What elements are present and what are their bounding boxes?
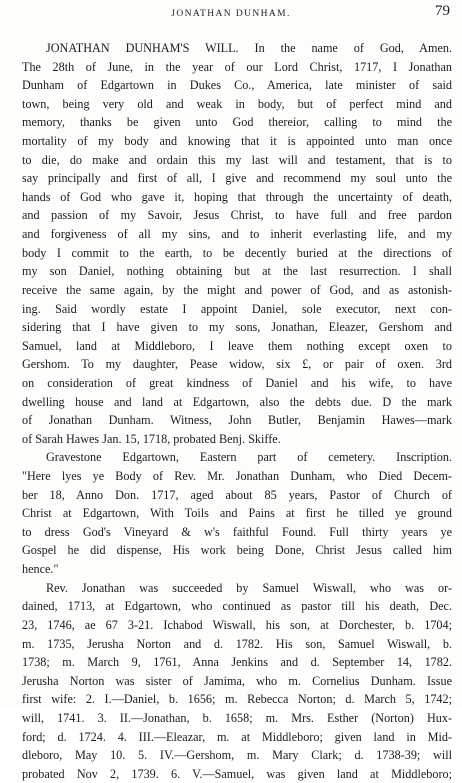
text-line: Dunham of Edgartown in Dukes Co., America, late minister of said	[22, 78, 452, 93]
text-line: first wife: 2. I.—Daniel, b. 1656; m. Rebecca Norton; d. March 5, 1742;	[22, 692, 452, 707]
text-line: Gravestone Edgartown, Eastern part of cemetery. Inscription.	[46, 450, 452, 465]
text-line: Samuel, land at Middleboro, I leave them nothing except oxen to	[22, 338, 452, 353]
text-line: Rev. Jonathan was succeeded by Samuel Wiswall, who was or-	[46, 580, 452, 595]
text-line: and forgiveness of all my sins, and to inherit everlasting life, and my	[22, 227, 452, 242]
text-line: "Here lyes ye Body of Rev. Mr. Jonathan Dunham, who Died Decem-	[22, 469, 452, 484]
text-line: The 28th of June, in the year of our Lord Christ, 1717, I Jonathan	[22, 59, 452, 74]
text-line: my son Daniel, nothing obtaining but at the last resurrection. I shall	[22, 264, 452, 279]
text-line: say principally and first of all, I give and recommend my soul unto the	[22, 171, 452, 186]
text-line: will, 1741. 3. II.—Jonathan, b. 1658; m. Mrs. Esther (Norton) Hux-	[22, 710, 452, 725]
text-line: hands of God who gave it, hoping that through the uncertainty of death,	[22, 189, 452, 204]
text-line: and passion of my Savoir, Jesus Christ, to have full and free pardon	[22, 208, 452, 223]
text-line: 1738; m. March 9, 1761, Anna Jenkins and d. September 14, 1782.	[22, 655, 452, 670]
text-line: dwelling house and land at Edgartown, also the debts due. D the mark	[22, 394, 452, 409]
text-line: Jerusha Norton was sister of Jamima, who m. Cornelius Dunham. Issue	[22, 673, 452, 688]
text-line: JONATHAN DUNHAM'S WILL. In the name of God, Amen.	[46, 41, 452, 55]
text-line: on consideration of great kindness of Daniel and his wife, to have	[22, 375, 452, 390]
text-line: of Sarah Hawes Jan. 15, 1718, probated Benj. Skiffe.	[22, 431, 281, 446]
text-line: to die, do make and ordain this my last will and testament, that is to	[22, 152, 452, 167]
text-line: 23, 1746, ae 67 3-21. Ichabod Wiswall, his son, at Dorchester, b. 1704;	[22, 617, 452, 632]
text-line: memory, thanks be given unto God thereior, calling to mind the	[22, 115, 452, 130]
text-line: probated Nov 2, 1739. 6. V.—Samuel, was given land at Middleboro;	[22, 766, 452, 781]
text-line: Christ at Edgartown, With Toils and Pains at first he tilled ye ground	[22, 506, 452, 521]
text-line: body I commit to the earth, to be decently buried at the directions of	[22, 245, 452, 260]
text-line: dained, 1713, at Edgartown, who continued as pastor till his death, Dec.	[22, 599, 452, 614]
page-body	[22, 39, 452, 783]
text-line: m. 1735, Jerusha Norton and d. 1782. His son, Samuel Wiswall, b.	[22, 636, 452, 651]
text-line: Gershom. To my daughter, Pease widow, six £, or pair of oxen. 3rd	[22, 357, 452, 372]
text-line: to dress God's Vineyard & w's faithful Found. Full thirty years ye	[22, 524, 452, 539]
text-line: ing. Said wordly estate I appoint Daniel, sole executor, next con-	[22, 301, 452, 316]
page-number: 79	[435, 3, 450, 19]
text-line: ford; d. 1724. 4. III.—Eleazar, m. at Middleboro; given land in Mid-	[22, 729, 452, 744]
text-line: mortality of my body and knowing that it is appointed unto man once	[22, 134, 452, 149]
running-head: JONATHAN DUNHAM.	[171, 9, 291, 19]
text-line: hence."	[22, 562, 59, 577]
text-line: dleboro, May 10. 5. IV.—Gershom, m. Mary Clark; d. 1738-39; will	[22, 748, 452, 763]
text-line: receive the same again, by the might and power of God, and as astonish-	[22, 282, 452, 297]
text-line: Gospel he did dispense, His work being Done, Christ Jesus called him	[22, 543, 452, 558]
text-line: ber 18, Anno Don. 1717, aged about 85 years, Pastor of Church of	[22, 487, 452, 502]
text-line: of Jonathan Dunham. Witness, John Butler, Benjamin Hawes—mark	[22, 413, 452, 428]
text-line: sidering that I have given to my sons, Jonathan, Eleazer, Gershom and	[22, 320, 452, 335]
text-line: town, being very old and weak in body, but of perfect mind and	[22, 96, 452, 111]
